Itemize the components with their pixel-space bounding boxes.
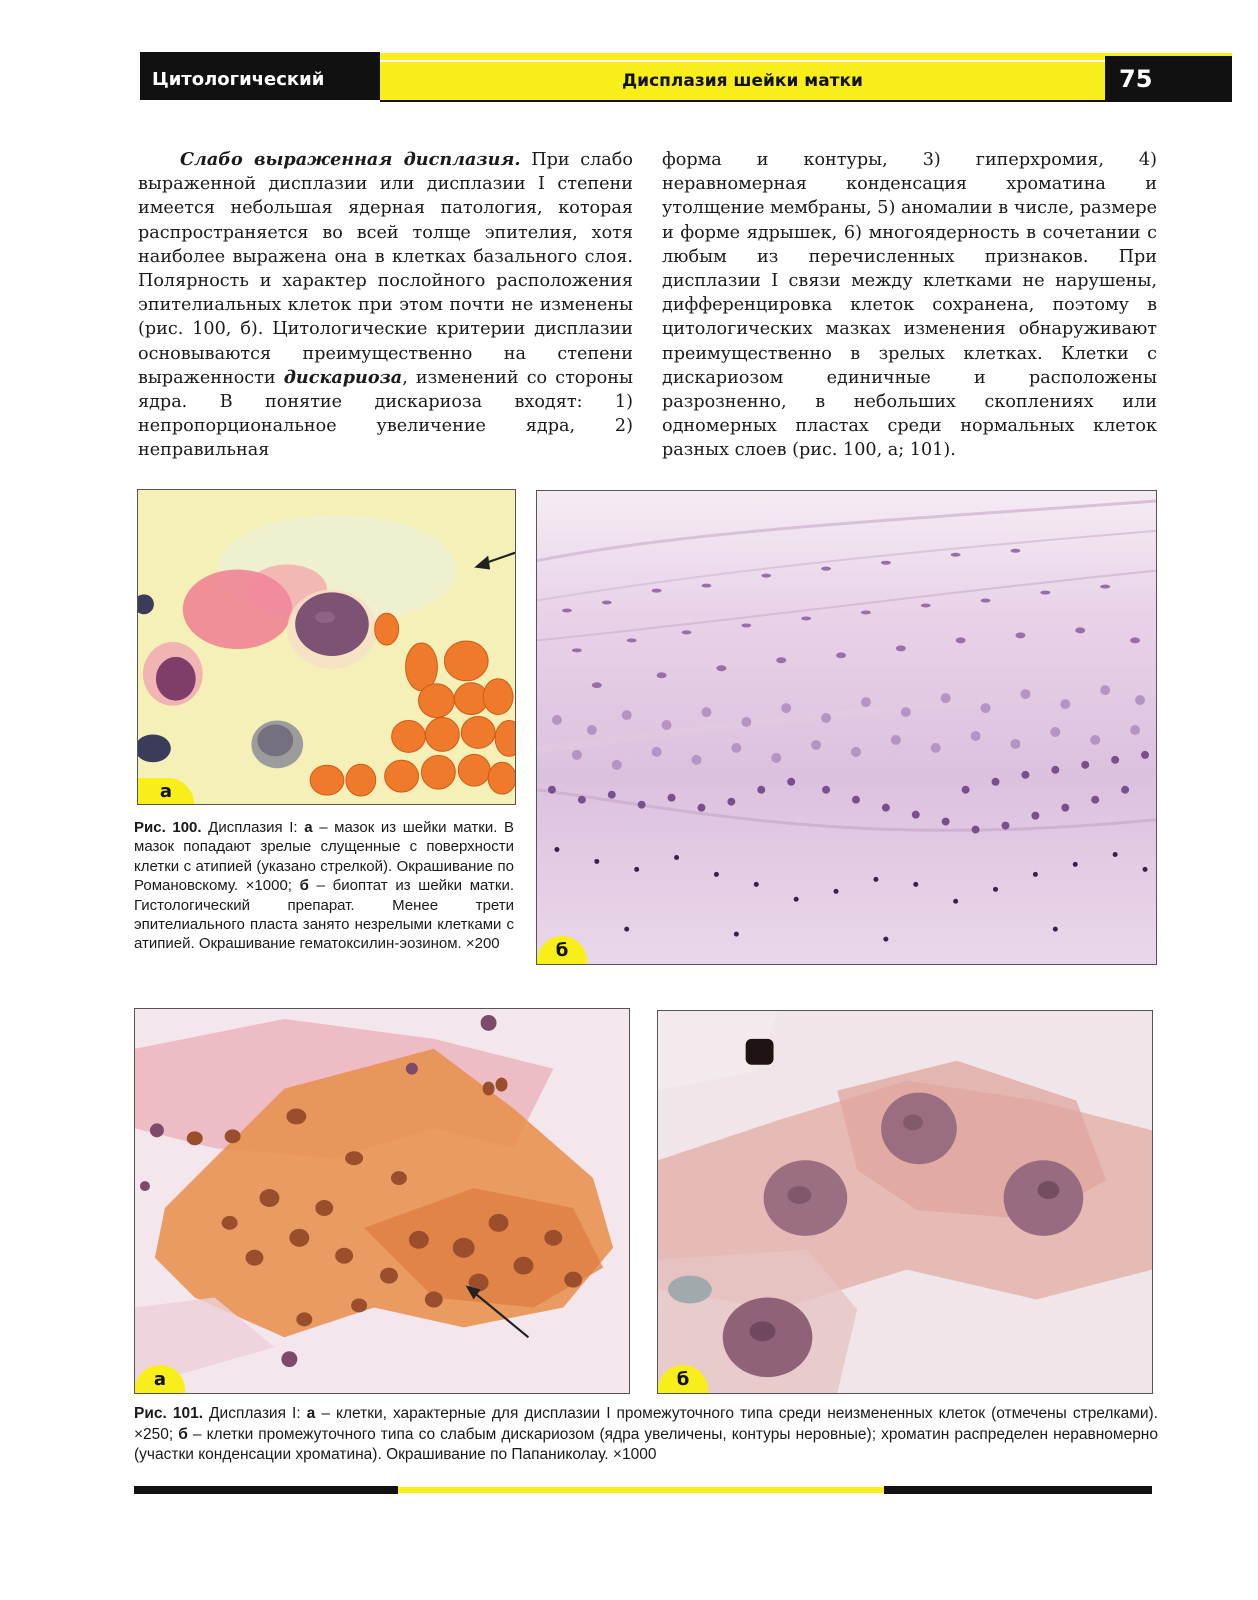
figure-100a-image xyxy=(137,489,516,805)
page-header xyxy=(140,52,1232,130)
paragraph-text: При слабо выраженной дисплазии или дисплазии I степени имеется небольшая ядерная патология, которая распространяется во всей толще эпителия, хотя наиболее выражена она в клетках базального слоя. Полярность и характер послойного расположения эпителиальных клеток при этом почти не изменены (рис. 100, б). Цитологические критерии дисплазии основываются преимущественно на степени выраженности xyxy=(138,150,633,388)
caption-text: Дисплазия I: xyxy=(201,819,305,836)
caption-marker-a: а xyxy=(306,1405,316,1422)
term-dyskaryosis: дискариоза xyxy=(283,366,403,388)
header-underline xyxy=(380,100,1105,102)
caption-number: Рис. 101. xyxy=(134,1405,203,1422)
figure-100b-image xyxy=(536,490,1157,965)
text-column-right xyxy=(662,148,1157,463)
figure-100-caption xyxy=(134,818,514,954)
paragraph-mild-dysplasia xyxy=(138,148,633,463)
paragraph-continuation: форма и контуры, 3) гиперхромия, 4) неравномерная конденсация хроматина и утолщение мембраны, 5) аномалии в числе, размере и форме ядрышек, 6) многоядерность в сочетании с любым из перечисленных признаков. При дисплазии I связи между клетками не нарушены, дифференцировка клеток сохранена, поэтому в цитологических мазках изменения обнаруживают преимущественно в зрелых клетках. Клетки с дискариозом единичные и расположены разрозненно, в небольших скоплениях или одномерных пластах среди нормальных клеток разных слоев (рис. 100, а; 101). xyxy=(662,150,1157,461)
figure-101a-image xyxy=(134,1008,630,1394)
figure-101b-image xyxy=(657,1010,1153,1394)
lead-term: Слабо выраженная дисплазия. xyxy=(180,149,521,170)
figure-100a-label: а xyxy=(138,778,194,804)
footer-rule-black-right xyxy=(884,1486,1152,1494)
caption-number: Рис. 100. xyxy=(134,819,202,836)
caption-marker-a: а xyxy=(304,819,313,836)
caption-text: – биоптат из шейки матки. Гистологический препарат. Менее трети эпителиального пласта занято незрелыми клетками с атипией. Окрашивание гематоксилин-эозином. ×200 xyxy=(134,877,514,953)
header-top-rule-black xyxy=(140,52,380,60)
caption-marker-b: б xyxy=(299,877,309,895)
footer-rule-black-left xyxy=(134,1486,398,1494)
book-title: Цитологический атлас xyxy=(140,60,380,100)
caption-text: – мазок из шейки матки. В мазок попадают зрелые слущенные с поверхности клетки с атипией (указано стрелкой). Окрашивание по Романовскому. ×1000; xyxy=(134,819,514,895)
text-column-left xyxy=(138,148,633,463)
caption-text: – клетки, характерные для дисплазии I промежуточного типа среди неизмененных клеток (отмечены стрелками). ×250; xyxy=(134,1405,1158,1443)
caption-text: Дисплазия I: xyxy=(203,1405,307,1422)
figure-101-caption xyxy=(134,1404,1158,1466)
caption-marker-b: б xyxy=(178,1425,188,1443)
figure-101a-label: а xyxy=(135,1365,185,1393)
figure-101b-label: б xyxy=(658,1365,708,1393)
section-title: Дисплазия шейки матки xyxy=(380,62,1105,100)
page-number: 75 xyxy=(1105,56,1232,102)
paragraph-text-end: , изменений со стороны ядра. В понятие дискариоза входят: 1) непропорциональное увеличение ядра, 2) неправильная xyxy=(138,367,633,461)
caption-text: – клетки промежуточного типа со слабым дискариозом (ядра увеличены, контуры неровные); хроматин распределен неравномерно (участки конденсации хроматина). Окрашивание по Папаниколау. ×1000 xyxy=(134,1425,1158,1463)
footer-rule-yellow xyxy=(398,1487,884,1493)
figure-100b-label: б xyxy=(537,936,587,964)
